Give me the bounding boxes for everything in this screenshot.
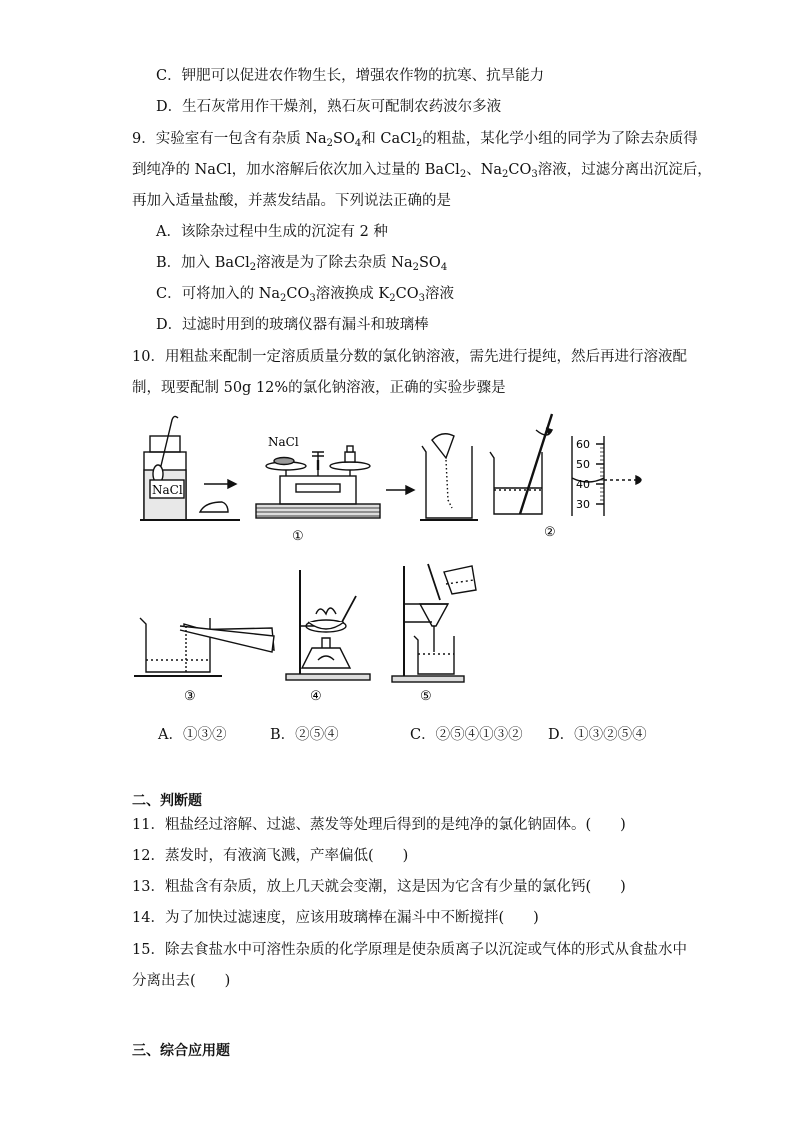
q9-option-d: D．过滤时用到的玻璃仪器有漏斗和玻璃棒 <box>156 317 429 333</box>
q10-stem-line2: 制，现要配制 50g 12%的氯化钠溶液，正确的实验步骤是 <box>132 380 506 396</box>
q10-choice-a: A．①③② <box>158 727 227 743</box>
cylinder-tick-30: 30 <box>576 498 590 511</box>
step-label-4: ④ <box>310 689 322 704</box>
step-label-1: ① <box>292 529 304 544</box>
q14-text: 14．为了加快过滤速度，应该用玻璃棒在漏斗中不断搅拌( ) <box>132 910 539 926</box>
q9-stem-line2: 到纯净的 NaCl，加水溶解后依次加入过量的 BaCl$_2$、$Na_2CO_3$溶液，过滤分离出沉淀后， <box>132 162 712 180</box>
q13-text: 13．粗盐含有杂质，放上几天就会变潮，这是因为它含有少量的氯化钙( ) <box>132 879 626 895</box>
q10-stem-line1: 10．用粗盐来配制一定溶质质量分数的氯化钠溶液，需先进行提纯，然后再进行溶液配 <box>132 349 687 365</box>
q8-option-d: D．生石灰常用作干燥剂，熟石灰可配制农药波尔多液 <box>156 99 502 115</box>
step-label-5: ⑤ <box>420 689 432 704</box>
balance-illustration <box>256 446 380 518</box>
beaker-stirring-illustration <box>490 414 552 514</box>
q10-choice-b: B．②⑤④ <box>270 727 339 743</box>
q9-option-c: C．可将加入的 $Na_2CO_3$溶液换成 $K_2CO_3$溶液 <box>156 286 454 304</box>
pouring-cylinder-into-beaker-illustration <box>140 618 274 672</box>
cylinder-tick-60: 60 <box>576 438 590 451</box>
q9-stem-line3: 再加入适量盐酸，并蒸发结晶。下列说法正确的是 <box>132 193 451 209</box>
q8-option-c: C．钾肥可以促进农作物生长，增强农作物的抗寒、抗旱能力 <box>156 68 545 84</box>
q9-option-a: A．该除杂过程中生成的沉淀有 2 种 <box>156 224 388 240</box>
q10-choice-c: C．②⑤④①③② <box>410 727 523 743</box>
salt-bottle-illustration <box>144 416 186 520</box>
evaporation-setup-illustration <box>286 570 370 680</box>
filtration-setup-illustration <box>392 564 476 682</box>
balance-label-text: NaCl <box>268 435 299 449</box>
bottle-label-text: NaCl <box>152 483 183 497</box>
q12-text: 12．蒸发时，有液滴飞溅，产率偏低( ) <box>132 848 409 864</box>
step-label-2: ② <box>544 525 556 540</box>
q10-choice-d: D．①③②⑤④ <box>548 727 647 743</box>
cylinder-tick-50: 50 <box>576 458 590 471</box>
q9-option-b: B．加入 BaCl$_2$溶液是为了除去杂质 $Na_2SO_4$ <box>156 255 448 273</box>
beaker-pouring-salt-illustration <box>422 434 472 518</box>
section-3-title: 三、综合应用题 <box>132 1043 230 1059</box>
q11-text: 11．粗盐经过溶解、过滤、蒸发等处理后得到的是纯净的氯化钠固体。( ) <box>132 817 626 833</box>
section-2-title: 二、判断题 <box>132 793 202 809</box>
q15-text-line2: 分离出去( ) <box>132 973 231 989</box>
step-label-3: ③ <box>184 689 196 704</box>
cylinder-tick-40: 40 <box>576 478 590 491</box>
q9-stem-line1: 9．实验室有一包含有杂质 $Na_2SO_4$和 CaCl$_2$的粗盐，某化学小组的同学为了除去杂质得 <box>132 131 698 149</box>
q15-text-line1: 15．除去食盐水中可溶性杂质的化学原理是使杂质离子以沉淀或气体的形式从食盐水中 <box>132 942 687 958</box>
